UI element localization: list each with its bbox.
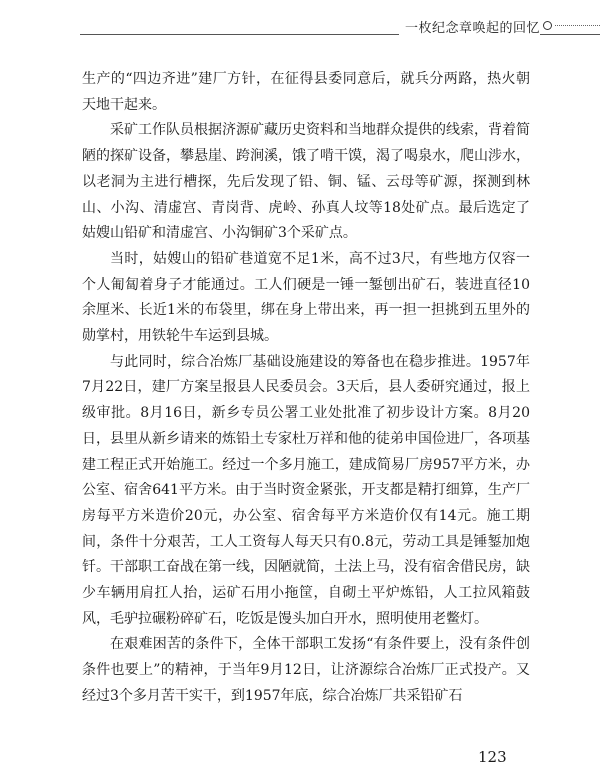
paragraph: 与此同时，综合冶炼厂基础设施建设的筹备也在稳步推进。1957年7月22日，建厂方案呈报县人民委员会。3天后，县人委研究通过，报上级审批。8月16日，新乡专员公署工业处批准了初步设计方案。8月20日，县里从新乡请来的炼铅土专家杜万祥和他的徒弟申国俭进厂，各项基建工程正式开始施工。经过一个多月施工，建成简易厂房957平方米，办公室、宿舍641平方米。由于当时资金紧张，开支都是精打细算，生产厂房每平方米造价20元，办公室、宿舍每平方米造价仅有14元。施工期间，条件十分艰苦，工人工资每人每天只有0.8元，劳动工具是锤錾加炮钎。干部职工奋战在第一线，因陋就简，土法上马，没有宿舍借民房，缺少车辆用肩扛人抬，运矿石用小拖筐，自砌土平炉炼铅，人工拉风箱鼓风，毛驴拉碾粉碎矿石，吃饭是馒头加白开水，照明使用老鳖灯。 [82, 353, 530, 627]
circle-ornament-icon [543, 21, 552, 30]
body-text [82, 67, 530, 710]
running-header [0, 0, 600, 50]
dotted-rule [555, 25, 600, 26]
paragraph: 当时，姑嫂山的铅矿巷道宽不足1米，高不过3尺，有些地方仅容一个人匍匐着身子才能通过。工人们硬是一锤一錾刨出矿石，装进直径10余厘米、长近1米的布袋里，绑在身上带出来，再一担一担挑到五里外的勋掌村，用铁轮牛车运到县城。 [82, 250, 530, 345]
running-title: 一枚纪念章唤起的回忆 [399, 17, 540, 36]
page-number: 123 [478, 748, 507, 766]
paragraph: 在艰难困苦的条件下，全体干部职工发扬“有条件要上，没有条件创条件也要上”的精神，于当年9月12日，让济源综合冶炼厂正式投产。又经过3个多月苦干实干，到1957年底，综合冶炼厂共采铅矿石 [82, 636, 530, 704]
paragraph: 采矿工作队员根据济源矿藏历史资料和当地群众提供的线索，背着简陋的探矿设备，攀悬崖、跨涧溪，饿了啃干馍，渴了喝泉水，爬山涉水，以老洞为主进行槽探，先后发现了铅、铜、锰、云母等矿源，探测到林山、小沟、清虚宫、青岗背、虎岭、孙真人坟等18处矿点。最后选定了姑嫂山铅矿和清虚宫、小沟铜矿3个采矿点。 [82, 122, 530, 242]
paragraph-continued: 生产的“四边齐进”建厂方针，在征得县委同意后，就兵分两路，热火朝天地干起来。 [82, 71, 530, 113]
